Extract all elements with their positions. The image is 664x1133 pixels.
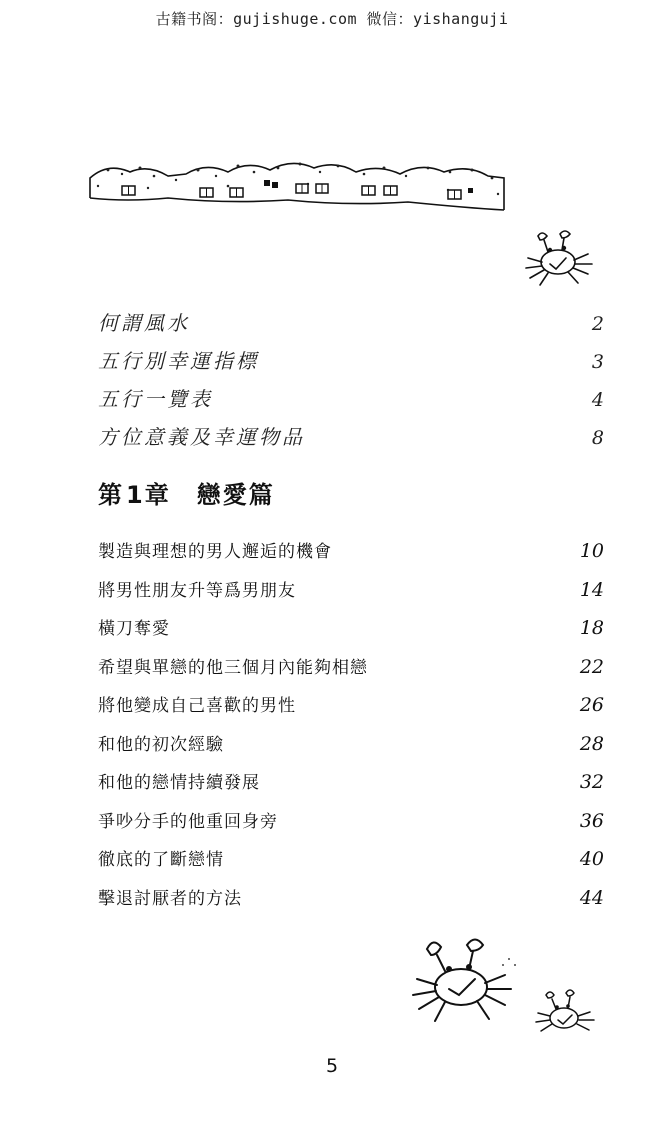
list-item[interactable] <box>98 345 604 383</box>
page-number: 5 <box>325 1055 339 1077</box>
chapter-name: 戀愛篇 <box>196 481 275 509</box>
list-item[interactable] <box>98 383 604 421</box>
entry-page-number: 14 <box>579 578 604 601</box>
list-item[interactable] <box>98 845 604 884</box>
entry-title: 希望與單戀的他三個月內能夠相戀 <box>98 657 368 678</box>
entry-page-number: 4 <box>591 389 604 411</box>
chapter-label: 第 <box>98 481 124 509</box>
entry-title: 擊退討厭者的方法 <box>98 888 242 909</box>
list-item[interactable] <box>98 614 604 653</box>
list-item[interactable] <box>98 691 604 730</box>
entry-title: 徹底的了斷戀情 <box>98 850 224 870</box>
entry-page-number: 3 <box>591 351 604 373</box>
entry-page-number: 22 <box>579 655 604 678</box>
list-item[interactable] <box>98 576 604 615</box>
entry-page-number: 40 <box>579 848 604 870</box>
chapter-entries-list <box>98 537 604 922</box>
entry-title: 方位意義及幸運物品 <box>98 425 305 449</box>
list-item[interactable] <box>98 307 604 345</box>
list-item[interactable] <box>98 421 604 459</box>
entry-title: 和他的初次經驗 <box>98 734 224 755</box>
entry-page-number: 28 <box>579 732 604 755</box>
entry-page-number: 8 <box>591 427 604 449</box>
entry-page-number: 44 <box>579 886 604 909</box>
list-item[interactable] <box>98 768 604 807</box>
entry-page-number: 18 <box>579 617 604 639</box>
entry-title: 和他的戀情持續發展 <box>98 773 260 793</box>
watermark-header: 古籍书阁：gujishuge.com 微信：yishanguji <box>155 10 509 28</box>
entry-title: 爭吵分手的他重回身旁 <box>98 811 278 832</box>
houses-banner-illustration <box>88 158 508 216</box>
chapter-heading <box>98 475 275 510</box>
entry-page-number: 36 <box>579 809 604 832</box>
list-item[interactable] <box>98 884 604 923</box>
entry-title: 橫刀奪愛 <box>98 619 170 639</box>
entry-title: 將他變成自己喜歡的男性 <box>98 696 296 716</box>
entry-title: 將男性朋友升等爲男朋友 <box>98 580 296 601</box>
list-item[interactable] <box>98 537 604 576</box>
list-item[interactable] <box>98 807 604 846</box>
entry-page-number: 2 <box>591 313 604 335</box>
chapter-suffix: 章 <box>144 481 171 509</box>
list-item[interactable] <box>98 730 604 769</box>
intro-entries-list <box>98 307 604 459</box>
entry-page-number: 32 <box>579 771 604 793</box>
crab-icon <box>405 935 523 1027</box>
entry-page-number: 26 <box>579 694 604 716</box>
crab-icon <box>532 988 598 1038</box>
entry-title: 五行別幸運指標 <box>98 349 259 373</box>
list-item[interactable] <box>98 653 604 692</box>
entry-page-number: 10 <box>579 540 604 562</box>
entry-title: 製造與理想的男人邂逅的機會 <box>98 542 332 562</box>
entry-title: 何謂風水 <box>98 311 190 335</box>
chapter-number: 1 <box>126 481 145 509</box>
crab-icon <box>520 228 596 290</box>
entry-title: 五行一覽表 <box>98 387 213 411</box>
